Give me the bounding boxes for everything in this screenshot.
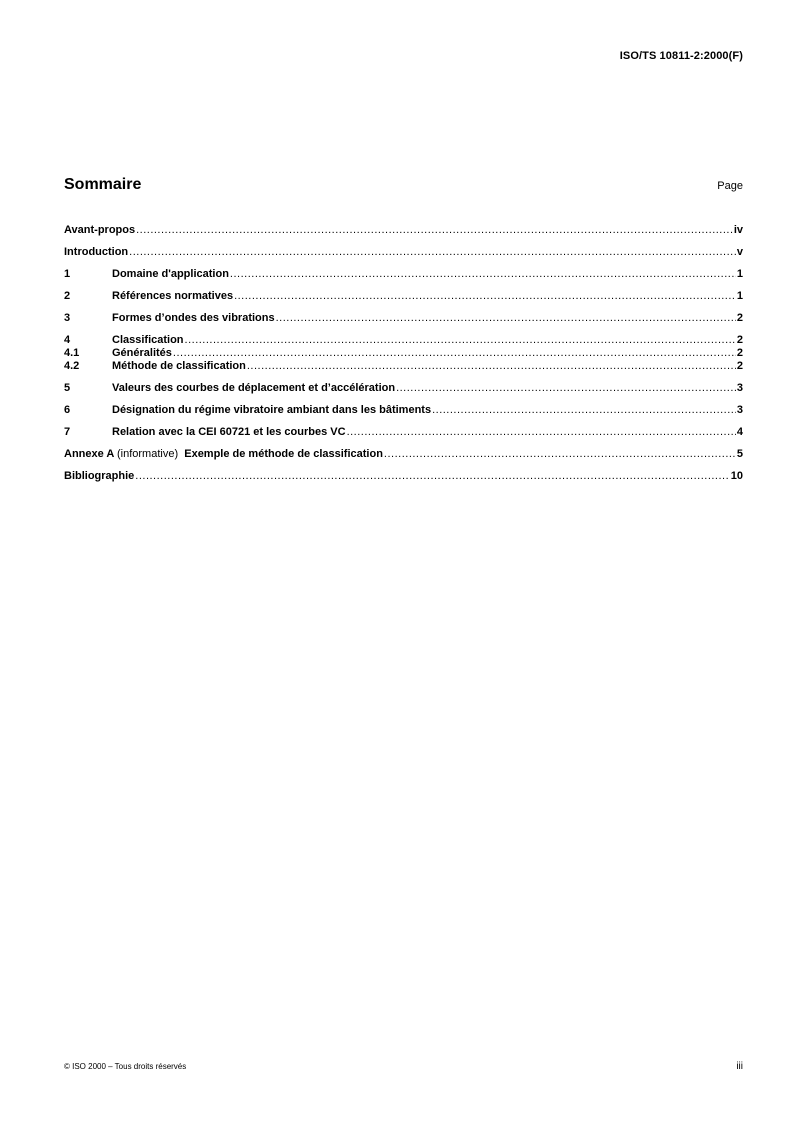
toc-title: Sommaire bbox=[64, 176, 142, 193]
toc-entry-7[interactable] bbox=[64, 426, 743, 438]
toc-entry-label bbox=[64, 448, 383, 460]
toc-entry-number: 6 bbox=[64, 404, 71, 416]
annex-prefix: Annexe A bbox=[64, 448, 114, 460]
toc-entry-2[interactable] bbox=[64, 290, 743, 302]
dot-leader bbox=[230, 268, 736, 280]
toc-entry-number: 4.1 bbox=[64, 347, 80, 359]
toc-entry-page: 2 bbox=[736, 360, 743, 372]
page-column-label: Page bbox=[717, 180, 743, 192]
table-of-contents bbox=[64, 224, 743, 482]
toc-entry-page: iv bbox=[733, 224, 743, 236]
toc-entry-label: Domaine d'application bbox=[112, 268, 229, 280]
toc-entry-page: 2 bbox=[736, 312, 743, 324]
document-id-header: ISO/TS 10811-2:2000(F) bbox=[619, 50, 743, 62]
toc-entry-page: 1 bbox=[736, 268, 743, 280]
dot-leader bbox=[129, 246, 736, 258]
page-number: iii bbox=[736, 1061, 743, 1072]
toc-entry-page: 3 bbox=[736, 404, 743, 416]
toc-entry-page: 5 bbox=[736, 448, 743, 460]
toc-entry-label: Formes d’ondes des vibrations bbox=[112, 312, 275, 324]
annex-note: (informative) bbox=[116, 448, 179, 460]
annex-title: Exemple de méthode de classification bbox=[184, 448, 383, 460]
toc-entry-bibliographie[interactable] bbox=[64, 470, 743, 482]
toc-entry-label: Généralités bbox=[112, 347, 172, 359]
toc-entry-3[interactable] bbox=[64, 312, 743, 324]
toc-heading-row bbox=[64, 176, 743, 194]
toc-entry-label: Bibliographie bbox=[64, 470, 135, 482]
dot-leader bbox=[173, 347, 736, 359]
dot-leader bbox=[347, 426, 736, 438]
toc-entry-page: 1 bbox=[736, 290, 743, 302]
toc-entry-annexe-a[interactable] bbox=[64, 448, 743, 460]
toc-entry-number: 1 bbox=[64, 268, 71, 280]
toc-entry-page: 3 bbox=[736, 382, 743, 394]
toc-entry-page: 4 bbox=[736, 426, 743, 438]
toc-entry-number: 4.2 bbox=[64, 360, 80, 372]
toc-entry-page: 2 bbox=[736, 347, 743, 359]
toc-entry-avant-propos[interactable] bbox=[64, 224, 743, 236]
page-footer bbox=[64, 1061, 743, 1072]
toc-entry-page: v bbox=[736, 246, 743, 258]
toc-entry-number: 4 bbox=[64, 334, 71, 346]
dot-leader bbox=[234, 290, 736, 302]
toc-entry-4-2[interactable] bbox=[64, 360, 743, 372]
dot-leader bbox=[135, 470, 729, 482]
toc-entry-number: 2 bbox=[64, 290, 71, 302]
toc-entry-label: Avant-propos bbox=[64, 224, 136, 236]
toc-entry-page: 10 bbox=[730, 470, 743, 482]
dot-leader bbox=[247, 360, 736, 372]
toc-entry-1[interactable] bbox=[64, 268, 743, 280]
toc-entry-6[interactable] bbox=[64, 404, 743, 416]
toc-entry-label: Méthode de classification bbox=[112, 360, 246, 372]
toc-entry-5[interactable] bbox=[64, 382, 743, 394]
toc-entry-label: Désignation du régime vibratoire ambiant dans les bâtiments bbox=[112, 404, 432, 416]
toc-entry-label: Relation avec la CEI 60721 et les courbes VC bbox=[112, 426, 346, 438]
dot-leader bbox=[396, 382, 736, 394]
dot-leader bbox=[185, 334, 736, 346]
dot-leader bbox=[432, 404, 736, 416]
dot-leader bbox=[136, 224, 733, 236]
toc-entry-number: 5 bbox=[64, 382, 71, 394]
toc-entry-page: 2 bbox=[736, 334, 743, 346]
dot-leader bbox=[384, 448, 736, 460]
toc-entry-label: Introduction bbox=[64, 246, 129, 258]
toc-entry-number: 7 bbox=[64, 426, 71, 438]
copyright-notice: © ISO 2000 – Tous droits réservés bbox=[64, 1062, 187, 1071]
toc-entry-4[interactable] bbox=[64, 334, 743, 346]
toc-entry-introduction[interactable] bbox=[64, 246, 743, 258]
dot-leader bbox=[276, 312, 736, 324]
toc-entry-number: 3 bbox=[64, 312, 71, 324]
toc-entry-label: Valeurs des courbes de déplacement et d’accélération bbox=[112, 382, 396, 394]
toc-entry-label: Références normatives bbox=[112, 290, 234, 302]
toc-entry-label: Classification bbox=[112, 334, 184, 346]
toc-entry-4-1[interactable] bbox=[64, 347, 743, 359]
